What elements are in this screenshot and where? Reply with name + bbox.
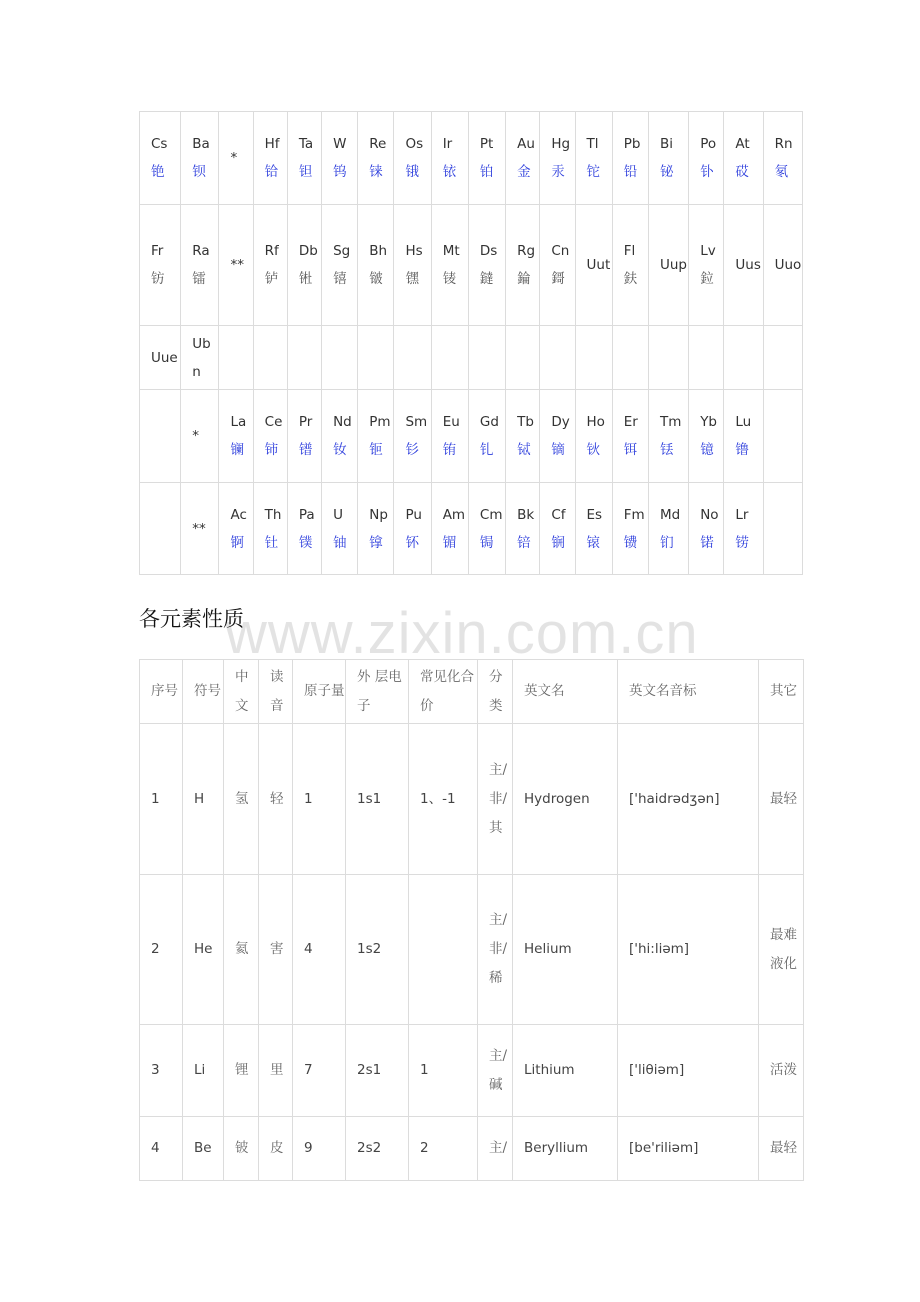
element-symbol: Lv [700,243,716,259]
element-name: 铒 [623,442,638,458]
element-cell [431,326,468,390]
element-name: 镝 [551,442,565,458]
element-symbol: Ac [230,506,247,523]
element-name: 钷 [369,442,383,458]
element-name: 锘 [700,534,714,551]
element-name: 锔 [479,534,494,551]
element-symbol: Cs [151,136,168,152]
element-symbol: Er [623,414,638,430]
element-name: 𬭳 [333,271,347,287]
element-symbol: Po [700,136,717,152]
element-cell [648,205,688,326]
element-cell [468,205,505,326]
element-symbol: Bh [369,243,388,259]
element-name: 錀 [517,271,531,287]
element-cell [181,112,219,205]
column-header: 其它 [759,660,804,724]
element-cell [287,483,321,575]
element-symbol: Gd [479,414,499,430]
table-cell: Be [183,1117,224,1181]
element-symbol: Hg [551,136,571,152]
element-name: 钐 [405,442,419,458]
element-cell [689,112,724,205]
table-cell: 4 [140,1117,183,1181]
table-cell: ['hi:liəm] [618,875,759,1025]
element-symbol: Sm [405,414,428,430]
element-cell [540,205,575,326]
element-name: 铅 [623,164,638,180]
element-cell [506,205,540,326]
element-name: 镥 [735,442,749,458]
element-cell [431,390,468,483]
element-name: 铂 [479,164,494,180]
element-cell [140,112,181,205]
element-name: 镭 [192,271,206,287]
table-cell: 3 [140,1025,183,1117]
element-symbol: Pa [298,506,315,523]
table-cell: ['haidrədʒən] [618,724,759,875]
element-cell [322,205,358,326]
element-name: 钡 [192,164,206,180]
element-symbol: Nd [333,414,352,430]
element-symbol: Pr [298,414,313,430]
table-cell: 1 [409,1025,478,1117]
element-cell [540,483,575,575]
element-name: 镄 [623,534,638,551]
element-cell [724,326,763,390]
element-cell [689,483,724,575]
element-symbol: Am [442,506,466,523]
element-symbol: Rf [264,243,279,259]
table-cell: 皮 [259,1117,293,1181]
element-cell [612,112,648,205]
element-symbol: Pb [623,136,641,152]
periodic-row [140,390,803,483]
element-cell [431,205,468,326]
table-cell: 主/碱 [478,1025,513,1117]
element-symbol: Np [369,506,388,523]
table-cell: Lithium [513,1025,618,1117]
element-name: 氡 [774,164,789,180]
element-cell [431,483,468,575]
element-symbol: Lu [735,414,752,430]
element-cell [763,112,802,205]
element-cell [394,112,431,205]
table-cell: 1 [293,724,346,875]
element-cell [612,326,648,390]
element-cell [219,483,253,575]
table-row [140,1117,804,1181]
element-symbol: Uus [735,257,761,273]
element-name: 钕 [333,442,347,458]
element-symbol: ** [230,257,244,273]
table-cell [409,875,478,1025]
element-cell [181,390,219,483]
element-symbol: Fm [623,506,645,523]
element-cell [540,390,575,483]
element-cell [724,112,763,205]
element-symbol: La [230,414,247,430]
table-cell: 主/ [478,1117,513,1181]
element-cell [612,390,648,483]
element-cell [648,326,688,390]
table-cell: 主/非/其 [478,724,513,875]
table-cell: 最轻 [759,724,804,875]
element-symbol: Eu [442,414,460,430]
element-name: 钆 [479,442,494,458]
element-name: 铈 [264,442,279,458]
element-cell [253,205,287,326]
element-symbol: Uup [659,257,687,273]
element-cell [322,326,358,390]
column-header: 原子量 [293,660,346,724]
element-cell [140,483,181,575]
element-cell [287,326,321,390]
element-cell [689,326,724,390]
element-cell [322,112,358,205]
table-cell: Helium [513,875,618,1025]
element-name: 铋 [659,164,674,180]
element-name: 铯 [151,164,165,180]
element-symbol: Dy [551,414,570,430]
table-cell: 7 [293,1025,346,1117]
element-symbol: Rn [774,136,793,152]
element-symbol: Cm [479,506,503,523]
element-cell [322,483,358,575]
element-cell [724,205,763,326]
element-cell [763,205,802,326]
table-cell: Beryllium [513,1117,618,1181]
table-cell: 1 [140,724,183,875]
element-name: 金 [517,164,531,180]
element-symbol: Ce [264,414,283,430]
element-name: 铊 [586,164,601,180]
periodic-row [140,326,803,390]
element-symbol: Ds [479,243,498,259]
element-cell [322,390,358,483]
element-cell [253,390,287,483]
element-cell [506,390,540,483]
table-cell: 最难液化 [759,875,804,1025]
table-cell: 9 [293,1117,346,1181]
element-symbol: No [700,506,719,523]
header-row [140,660,804,724]
table-row [140,724,804,875]
element-name: 鎶 [551,271,565,287]
element-cell [575,390,612,483]
table-cell: 2s2 [346,1117,409,1181]
table-cell: 铍 [224,1117,259,1181]
column-header: 常见化合价 [409,660,478,724]
element-cell [394,205,431,326]
element-cell [763,483,802,575]
element-cell [648,390,688,483]
element-symbol: Fl [623,243,636,259]
element-symbol: Ba [192,136,210,152]
element-symbol: At [735,136,750,152]
element-symbol: Lr [735,506,749,523]
table-cell: 2s1 [346,1025,409,1117]
column-header: 读音 [259,660,293,724]
element-cell [394,390,431,483]
element-name: 铥 [659,442,674,458]
table-cell: 1s1 [346,724,409,875]
element-symbol: Re [369,136,387,152]
element-cell [506,326,540,390]
element-name: 镨 [298,442,313,458]
column-header: 英文名音标 [618,660,759,724]
table-cell: 锂 [224,1025,259,1117]
element-cell [253,112,287,205]
element-symbol: W [333,136,347,152]
element-cell [181,483,219,575]
element-cell [763,390,802,483]
element-symbol: Hf [264,136,280,152]
element-cell [648,483,688,575]
element-symbol: Md [659,506,681,523]
element-name: 铪 [264,164,279,180]
element-symbol: Th [264,506,282,523]
table-cell: Hydrogen [513,724,618,875]
periodic-row [140,112,803,205]
element-symbol: Ir [442,136,453,152]
element-name: 锿 [586,534,601,551]
element-symbol: Pm [369,414,391,430]
element-symbol: Ho [586,414,605,430]
element-name: 钫 [151,271,165,287]
element-cell [140,390,181,483]
element-symbol: Uuo [774,257,802,273]
table-cell: [be'riliəm] [618,1117,759,1181]
element-name: 铱 [442,164,457,180]
element-symbol: Hs [405,243,423,259]
element-cell [287,205,321,326]
element-cell [358,112,394,205]
element-name: 镱 [700,442,714,458]
element-symbol: Tl [586,136,599,152]
element-symbol: Au [517,136,535,152]
element-cell [506,112,540,205]
element-cell [506,483,540,575]
table-cell: 里 [259,1025,293,1117]
element-name: 钋 [700,164,714,180]
element-name: 𬭶 [405,271,419,287]
element-name: 鈇 [623,271,638,287]
element-name: 镤 [298,534,313,551]
element-cell [540,326,575,390]
column-header: 中文 [224,660,259,724]
element-cell [575,326,612,390]
element-symbol: Pt [479,136,494,152]
element-symbol: ** [192,520,206,537]
element-symbol: * [192,428,199,444]
element-symbol: Bi [659,136,673,152]
element-cell [468,326,505,390]
element-symbol: Uue [151,349,178,366]
element-symbol: Pu [405,506,422,523]
table-cell: 4 [293,875,346,1025]
element-cell [181,205,219,326]
element-cell [287,390,321,483]
periodic-row [140,205,803,326]
element-cell [431,112,468,205]
element-cell [468,112,505,205]
column-header: 英文名 [513,660,618,724]
element-symbol: Ra [192,243,210,259]
element-name: 铼 [369,164,383,180]
element-name: 钍 [264,534,279,551]
element-name: 铹 [735,534,749,551]
element-cell [468,390,505,483]
element-symbol: * [230,150,238,166]
element-name: 钽 [298,164,313,180]
element-symbol: Ubn [192,335,211,380]
column-header: 符号 [183,660,224,724]
element-cell [140,326,181,390]
element-cell [468,483,505,575]
table-row [140,875,804,1025]
element-cell [689,205,724,326]
element-name: 镧 [230,442,244,458]
element-symbol: Es [586,506,603,523]
element-cell [253,483,287,575]
element-symbol: Yb [700,414,718,430]
element-cell [358,390,394,483]
element-cell [358,205,394,326]
table-cell: 2 [409,1117,478,1181]
element-symbol: Os [405,136,424,152]
element-cell [219,326,253,390]
element-symbol: U [333,506,343,523]
element-symbol: Fr [151,243,164,259]
element-cell [540,112,575,205]
element-properties-table [139,659,804,1181]
table-cell: 氢 [224,724,259,875]
element-cell [140,205,181,326]
periodic-row [140,483,803,575]
element-cell [575,483,612,575]
element-name: 鐽 [479,271,494,287]
element-name: 鉝 [700,271,714,287]
element-symbol: Uut [586,257,611,273]
element-name: 钔 [659,534,674,551]
element-name: 锎 [551,534,565,551]
column-header: 外 层电子 [346,660,409,724]
element-symbol: Mt [442,243,460,259]
element-name: 𬭛 [369,271,383,287]
element-cell [612,205,648,326]
table-cell: 活泼 [759,1025,804,1117]
element-name: 钬 [586,442,601,458]
element-cell [575,205,612,326]
element-symbol: Ta [298,136,314,152]
element-cell [219,390,253,483]
table-cell: 主/非/稀 [478,875,513,1025]
element-cell [763,326,802,390]
element-name: 𬬻 [264,271,279,287]
element-cell [394,483,431,575]
element-cell [253,326,287,390]
element-cell [219,112,253,205]
element-cell [724,483,763,575]
element-cell [575,112,612,205]
table-cell: 轻 [259,724,293,875]
element-cell [287,112,321,205]
column-header: 分类 [478,660,513,724]
element-name: 铽 [517,442,531,458]
element-cell [219,205,253,326]
table-cell: 氦 [224,875,259,1025]
element-symbol: Tb [517,414,534,430]
element-name: 锫 [517,534,531,551]
element-cell [689,390,724,483]
element-symbol: Tm [659,414,682,430]
element-name: 铀 [333,534,347,551]
table-cell: 害 [259,875,293,1025]
table-cell: 最轻 [759,1117,804,1181]
periodic-table-fragment [139,111,803,575]
element-name: 鿏 [442,271,457,287]
element-cell [358,483,394,575]
element-cell [724,390,763,483]
table-cell: Li [183,1025,224,1117]
table-cell: 2 [140,875,183,1025]
table-cell: 1、-1 [409,724,478,875]
element-cell [648,112,688,205]
table-cell: ['liθiəm] [618,1025,759,1117]
element-symbol: Db [298,243,318,259]
element-name: 汞 [551,164,565,180]
element-cell [394,326,431,390]
element-name: 砹 [735,164,749,180]
section-title: 各元素性质 [139,607,244,631]
element-name: 镎 [369,534,383,551]
column-header: 序号 [140,660,183,724]
element-name: 锇 [405,164,419,180]
element-name: 𬭊 [298,271,313,287]
element-symbol: Bk [517,506,535,523]
element-name: 钨 [333,164,347,180]
table-row [140,1025,804,1117]
element-cell [612,483,648,575]
element-symbol: Rg [517,243,536,259]
element-symbol: Cn [551,243,570,259]
element-cell [358,326,394,390]
table-cell: He [183,875,224,1025]
element-name: 铕 [442,442,457,458]
element-name: 锕 [230,534,244,551]
element-cell [181,326,219,390]
element-name: 钚 [405,534,419,551]
watermark: www.zixin.com.cn [225,601,699,666]
element-symbol: Cf [551,506,566,523]
element-name: 镅 [442,534,457,551]
table-cell: H [183,724,224,875]
table-cell: 1s2 [346,875,409,1025]
element-symbol: Sg [333,243,351,259]
